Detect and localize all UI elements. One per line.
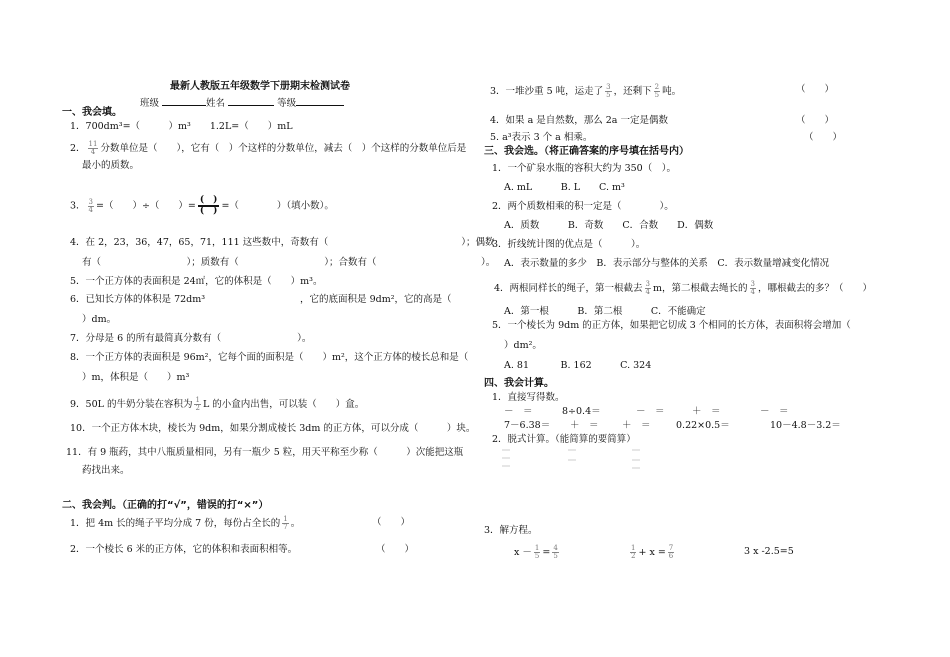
fraction: $\frac{3}{4}$ <box>88 197 94 214</box>
answer-paren[interactable]: （ ） <box>796 115 835 126</box>
s2-question-3: 3．一堆沙重 5 吨，运走了 $\frac{3}{5}$ ，还剩下 $\frac{2}{5}$ 吨。 <box>490 83 682 99</box>
calc-item[interactable]: ＋ ＝ <box>570 420 599 431</box>
s1-question-8: 8．一个正方体的表面积是 96m²，它每个面的面积是（ ）m²，这个正方体的棱长总和是（ <box>70 352 469 363</box>
equation-3: 3 x -2.5=5 <box>744 546 794 557</box>
s1-question-8-cont: ）m，体积是（ ）m³ <box>82 372 190 383</box>
section-1-title: 一、我会填。 <box>62 107 122 118</box>
answer-paren[interactable]: （ ） <box>804 132 843 143</box>
class-field[interactable] <box>162 96 206 106</box>
student-info-line <box>140 96 344 109</box>
answer-paren[interactable]: （ ） <box>796 84 835 95</box>
s1-question-10: 10．一个正方体木块，棱长为 9dm，如果分割成棱长 3dm 的正方体，可以分成（ ）块。 <box>70 423 476 434</box>
s1-question-2: 2． $\frac{11}{4}$ 分数单位是（ ），它有（ ）个这样的分数单位，减去（ ）个这样的分数单位后是 <box>70 140 467 156</box>
calc-item[interactable]: － ＝ <box>760 406 789 417</box>
fraction: $\frac{4}{5}$ <box>553 544 558 560</box>
fraction: $\frac{3}{4}$ <box>645 280 651 296</box>
s3-question-5-cont: ）dm²。 <box>504 340 542 351</box>
fraction: $\frac{7}{6}$ <box>668 544 674 560</box>
s1-question-3: 3． $\frac{3}{4}$ =（ ）÷（ ）= $\frac{( )}{( )}$ =（ ）（填小数）。 <box>70 195 334 216</box>
s1-question-1: 1．700dm³=（ ）m³ 1.2L=（ ）mL <box>70 121 293 132</box>
s4-part-3: 3．解方程。 <box>484 525 538 536</box>
calc-item[interactable]: ＋ ＝ <box>692 406 721 417</box>
blank-fraction[interactable]: $\frac{( )}{( )}$ <box>199 195 218 216</box>
answer-paren[interactable]: （ ） <box>372 517 411 528</box>
s1-question-11: 11．有 9 瓶药，其中八瓶质量相同，另有一瓶少 5 粒，用天平称至少称（ ）次能把这瓶 <box>66 447 464 458</box>
fraction: $\frac{3}{5}$ <box>606 83 611 99</box>
s3-options-3[interactable]: A．表示数量的多少 B．表示部分与整体的关系 C．表示数量增减变化情况 <box>504 258 830 269</box>
s3-options-5[interactable]: A. 81 B. 162 C. 324 <box>504 360 652 371</box>
equation-2: $\frac{1}{2}$ + x = $\frac{7}{6}$ <box>631 544 674 560</box>
s3-options-4[interactable]: A．第一根 B．第二根 C．不能确定 <box>504 306 706 317</box>
s2-question-1: 1．把 4m 长的绳子平均分成 7 份，每份占全长的 $\frac{1}{7}$ 。 <box>70 515 301 531</box>
calc-item[interactable]: 8÷0.4＝ <box>562 406 601 417</box>
s3-options-1[interactable]: A. mL B. L C. m³ <box>504 182 625 193</box>
calc-item[interactable]: － ＝ <box>636 406 665 417</box>
page-title: 最新人教版五年级数学下册期末检测试卷 <box>170 81 350 92</box>
s1-question-6: 6．已知长方体的体积是 72dm³ ，它的底面积是 9dm²，它的高是（ <box>70 294 452 305</box>
section-3-title: 三、我会选。（将正确答案的序号填在括号内） <box>484 146 689 157</box>
s1-question-2-cont: 最小的质数。 <box>82 160 140 171</box>
s2-question-4: 4．如果 a 是自然数，那么 2a 一定是偶数 <box>490 115 668 126</box>
section-2-title: 二、我会判。（正确的打“√”，错误的打“×”） <box>62 500 269 511</box>
fraction: $\frac{1}{2}$ <box>631 544 636 560</box>
fraction: $\frac{11}{4}$ <box>88 140 98 156</box>
s1-question-7: 7．分母是 6 的所有最简真分数有（ ）。 <box>70 333 312 344</box>
s3-question-2: 2．两个质数相乘的积一定是（ ）。 <box>492 201 674 212</box>
calc-item[interactable]: 10－4.8－3.2＝ <box>770 420 841 431</box>
calc-item[interactable]: 0.22×0.5＝ <box>676 420 730 431</box>
s1-question-11-cont: 药找出来。 <box>82 465 130 476</box>
s2-question-2: 2．一个棱长 6 米的正方体，它的体积和表面积相等。 <box>70 544 298 555</box>
s2-question-5: 5. a³表示 3 个 a 相乘。 <box>490 132 593 143</box>
faint-expression-mark <box>500 446 512 472</box>
equation-1: x － $\frac{1}{5}$ = $\frac{4}{5}$ <box>514 544 558 560</box>
s3-question-1: 1．一个矿泉水瓶的容积大约为 350（ ）。 <box>492 163 676 174</box>
answer-paren[interactable]: （ ） <box>376 544 415 555</box>
fraction: $\frac{1}{2}$ <box>195 396 200 412</box>
s4-part-1: 1．直接写得数。 <box>492 392 565 403</box>
name-label: 姓名 <box>206 98 226 109</box>
s4-part-2: 2．脱式计算。（能简算的要简算） <box>492 434 636 445</box>
s1-question-9: 9．50L 的牛奶分装在容积为 $\frac{1}{2}$ L 的小盒内出售，可以装（ ）盒。 <box>70 396 365 412</box>
grade-label: 等级 <box>277 98 297 109</box>
fraction: $\frac{1}{7}$ <box>283 515 288 531</box>
section-4-title: 四、我会计算。 <box>484 378 554 389</box>
fraction: $\frac{2}{5}$ <box>654 83 660 99</box>
s3-question-5: 5．一个棱长为 9dm 的正方体，如果把它切成 3 个相同的长方体，表面积将会增加（ <box>492 320 851 331</box>
class-label: 班级 <box>140 98 160 109</box>
fraction: $\frac{3}{4}$ <box>750 280 755 296</box>
faint-expression-mark <box>566 446 578 472</box>
calc-item[interactable]: ＋ ＝ <box>622 420 651 431</box>
s3-options-2[interactable]: A．质数 B．奇数 C．合数 D．偶数 <box>504 220 714 231</box>
faint-expression-mark <box>630 446 642 472</box>
fraction: $\frac{1}{5}$ <box>534 544 540 560</box>
grade-field[interactable] <box>296 96 344 106</box>
s1-question-6-cont: ）dm。 <box>82 314 117 325</box>
s1-question-4-cont: 有（ ）；质数有（ ）；合数有（ ）。 <box>82 257 496 268</box>
s1-question-5: 5．一个正方体的表面积是 24㎡，它的体积是（ ）m³。 <box>70 276 323 287</box>
s3-question-3: 3．折线统计图的优点是（ ）。 <box>492 239 646 250</box>
s1-question-4: 4．在 2，23，36，47，65，71，111 这些数中，奇数有（ ）；偶数 <box>70 237 495 248</box>
s3-question-4: 4．两根同样长的绳子，第一根截去 $\frac{3}{4}$ m，第二根截去绳长的 $\frac{3}{4}$ ，哪根截去的多？（ ） <box>494 280 873 296</box>
calc-item[interactable]: － ＝ <box>504 406 533 417</box>
calc-item[interactable]: 7－6.38＝ <box>504 420 551 431</box>
name-field[interactable] <box>228 96 274 106</box>
